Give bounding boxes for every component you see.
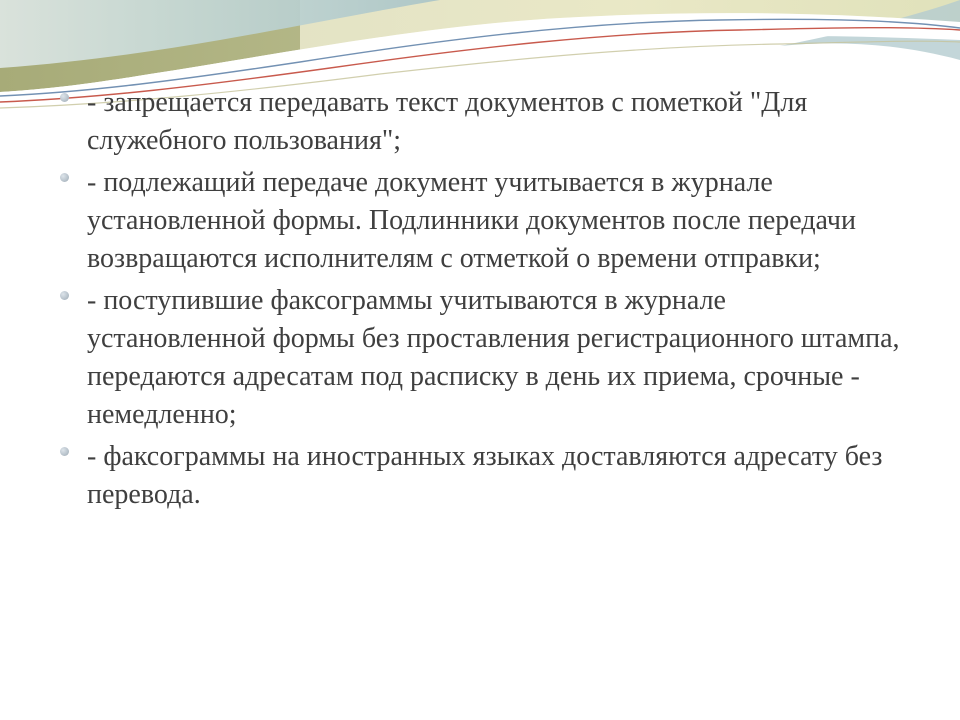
- bullet-dot-icon: [60, 291, 69, 300]
- bullet-list: [60, 84, 910, 518]
- bullet-dot-icon: [60, 447, 69, 456]
- bullet-item: [60, 282, 910, 434]
- bullet-text: - подлежащий передаче документ учитывается в журнале установленной формы. Подлинники документов после передачи возвращаются исполнителям с отметкой о времени отправки;: [87, 167, 856, 274]
- bullet-dot-icon: [60, 173, 69, 182]
- bullet-item: [60, 84, 910, 160]
- bullet-dot-icon: [60, 93, 69, 102]
- bullet-item: [60, 164, 910, 278]
- bullet-item: [60, 438, 910, 514]
- bullet-text: - поступившие факсограммы учитываются в журнале установленной формы без проставления регистрационного штампа, передаются адресатам под расписку в день их приема, срочные - немедленно;: [87, 285, 900, 430]
- bullet-text: - запрещается передавать текст документов с пометкой "Для служебного пользования";: [87, 87, 808, 156]
- bullet-text: - факсограммы на иностранных языках доставляются адресату без перевода.: [87, 441, 883, 510]
